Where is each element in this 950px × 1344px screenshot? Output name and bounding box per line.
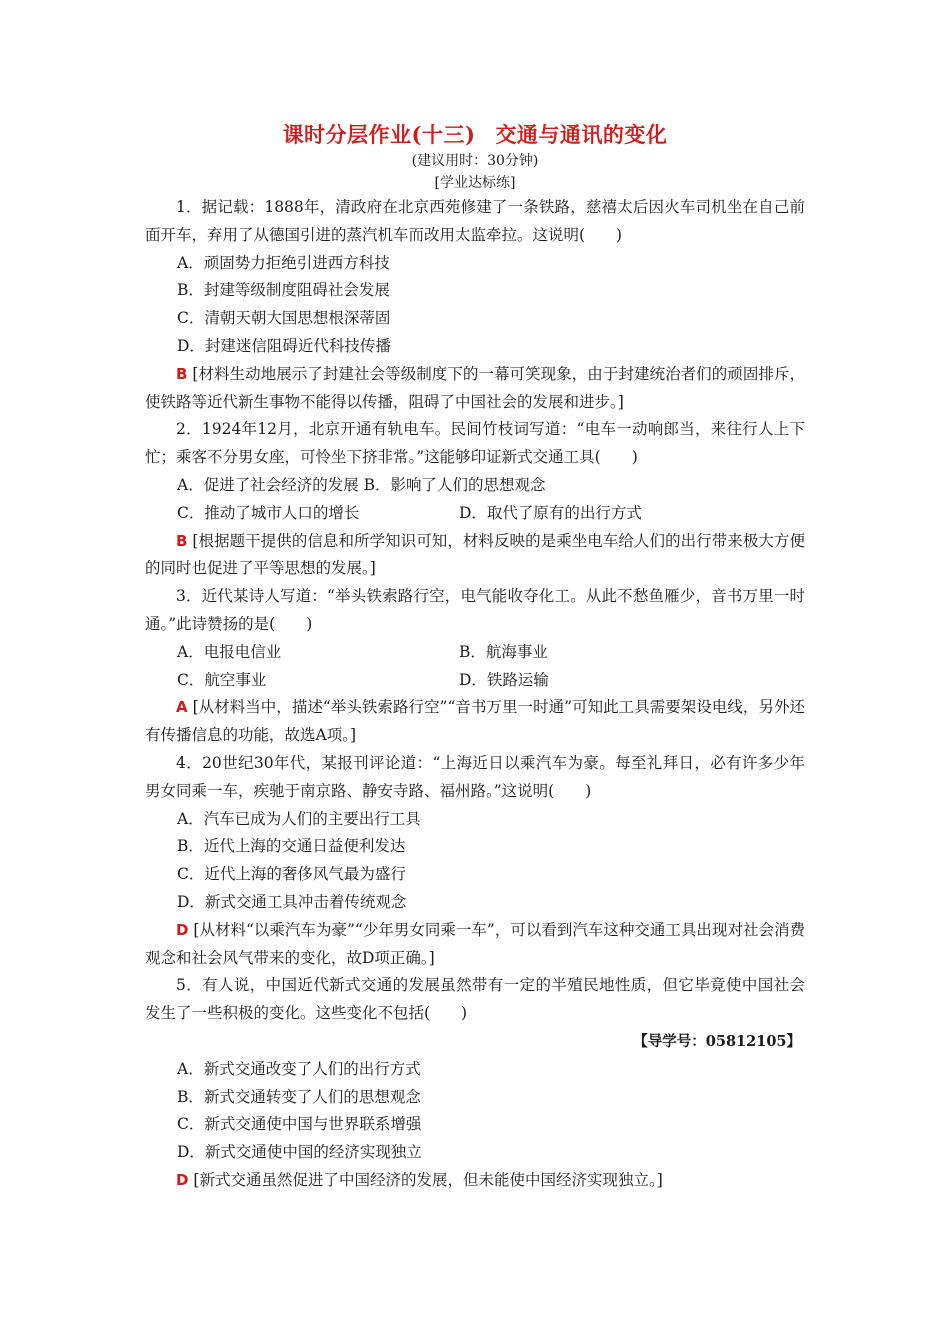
option-row [145, 639, 805, 667]
explanation-text: [材料生动地展示了封建社会等级制度下的一幕可笑现象，由于封建统治者们的顽固排斥，使铁路等近代新生事物不能得以传播，阻碍了中国社会的发展和进步。] [145, 364, 805, 411]
explanation-text: [根据题干提供的信息和所学知识可知，材料反映的是乘坐电车给人们的出行带来极大方便的同时也促进了平等思想的发展。] [145, 531, 805, 578]
option-a: A．汽车已成为人们的主要出行工具 [177, 809, 421, 828]
answer-explanation [145, 528, 805, 584]
answer-explanation [145, 1167, 805, 1195]
title-topic: 交通与通讯的变化 [495, 122, 668, 147]
option-row [145, 500, 805, 528]
answer-letter: B [176, 364, 188, 383]
option-c: C．航空事业 [177, 670, 267, 689]
question-5 [145, 972, 805, 1194]
option-b: B．新式交通转变了人们的思想观念 [177, 1087, 421, 1106]
option-a: A．电报电信业 [177, 642, 282, 661]
question-1 [145, 194, 805, 416]
explanation-text: [从材料当中，描述“举头铁索路行空”“音书万里一时通”可知此工具需要架设电线，另外还有传播信息的功能，故选A项。] [145, 698, 805, 745]
option-a: A．促进了社会经济的发展 [177, 475, 359, 494]
question-3 [145, 583, 805, 750]
explanation-text: [新式交通虽然促进了中国经济的发展，但未能使中国经济实现独立。] [193, 1170, 663, 1189]
option-d: D．新式交通使中国的经济实现独立 [177, 1143, 422, 1162]
guide-number: 【导学号：05812105】 [633, 1032, 801, 1050]
question-stem: 4．20世纪30年代，某报刊评论道：“上海近日以乘汽车为豪。每至礼拜日，必有许多少年男女同乘一车，疾驰于南京路、静安寺路、福州路。”这说明( ) [145, 753, 805, 800]
explanation-text: [从材料“以乘汽车为豪”“少年男女同乘一车”，可以看到汽车这种交通工具出现对社会消费观念和社会风气带来的变化，故D项正确。] [145, 920, 805, 967]
option-a: A．顽固势力拒绝引进西方科技 [177, 253, 390, 272]
answer-explanation [145, 694, 805, 750]
option-c: C．清朝天朝大国思想根深蒂固 [177, 309, 391, 328]
question-stem: 5．有人说，中国近代新式交通的发展虽然带有一定的半殖民地性质，但它毕竟使中国社会发生了一些积极的变化。这些变化不包括( ) [145, 976, 805, 1023]
option-row [145, 667, 805, 695]
option-d: D．新式交通工具冲击着传统观念 [177, 892, 407, 911]
option-row [145, 472, 805, 500]
question-stem: 3．近代某诗人写道：“举头铁索路行空，电气能收夺化工。从此不愁鱼雁少，音书万里一时通。”此诗赞扬的是( ) [145, 587, 805, 633]
question-2 [145, 416, 805, 583]
answer-letter: D [176, 1170, 189, 1189]
option-a: A．新式交通改变了人们的出行方式 [177, 1059, 421, 1078]
option-d: D．封建迷信阻碍近代科技传播 [177, 336, 391, 355]
suggested-time: (建议用时：30分钟) [411, 153, 539, 169]
option-b: B．近代上海的交通日益便利发达 [177, 837, 406, 856]
option-c: C．近代上海的奢侈风气最为盛行 [177, 865, 406, 884]
option-c: C．推动了城市人口的增长 [177, 503, 360, 522]
question-stem: 2．1924年12月，北京开通有轨电车。民间竹枝词写道：“电车一动响郎当，来往行人上下忙；乘客不分男女座，可怜坐下挤非常。”这能够印证新式交通工具( ) [145, 420, 805, 467]
answer-letter: B [176, 531, 188, 550]
answer-explanation [145, 361, 805, 417]
option-b: B．封建等级制度阻碍社会发展 [177, 281, 390, 300]
answer-letter: D [176, 920, 189, 939]
option-c: C．新式交通使中国与世界联系增强 [177, 1115, 422, 1134]
question-4 [145, 750, 805, 972]
answer-letter: A [176, 698, 188, 717]
option-b: B．影响了人们的思想观念 [363, 475, 546, 494]
option-d: D．铁路运输 [459, 670, 549, 689]
page-title [145, 120, 805, 150]
option-d: D．取代了原有的出行方式 [459, 503, 642, 522]
section-heading: [学业达标练] [434, 175, 516, 191]
answer-explanation [145, 917, 805, 973]
question-stem: 1．据记载：1888年，清政府在北京西苑修建了一条铁路，慈禧太后因火车司机坐在自己前面开车，弃用了从德国引进的蒸汽机车而改用太监牵拉。这说明( ) [145, 198, 805, 244]
worksheet-page [145, 120, 805, 1195]
option-b: B．航海事业 [459, 642, 548, 661]
title-series: 课时分层作业(十三) [282, 122, 476, 147]
